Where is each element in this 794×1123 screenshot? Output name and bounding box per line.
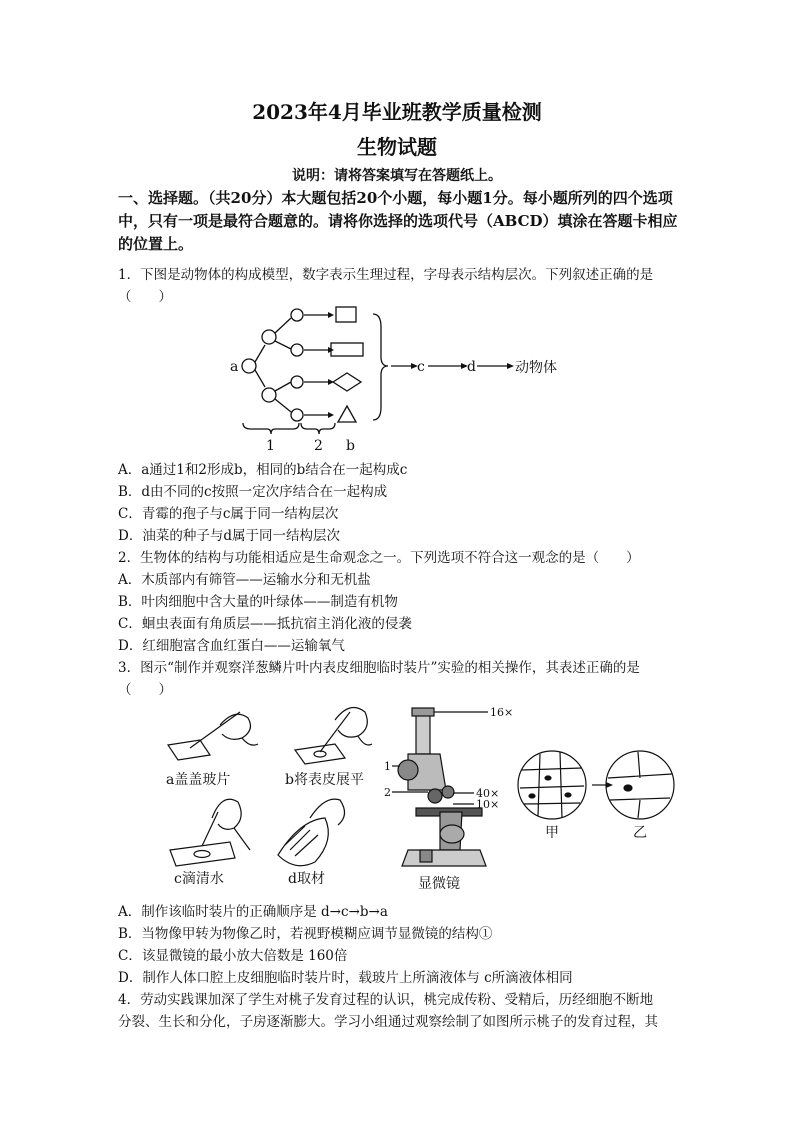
- q3-stem: 3．图示“制作并观察洋葱鳞片叶内表皮细胞临时装片”实验的相关操作，其表述正确的是: [118, 660, 640, 676]
- label-process-2: 2: [314, 438, 323, 454]
- brace-2: [301, 423, 335, 434]
- q1-stem: 1．下图是动物体的构成模型，数字表示生理过程，字母表示结构层次。下列叙述正确的是: [118, 267, 654, 283]
- step-a-cover-slip-illustration: [168, 712, 258, 760]
- animal-structure-diagram: [225, 302, 570, 457]
- label-step-b: b将表皮展平: [285, 772, 364, 788]
- label-40x: 40×: [476, 787, 500, 800]
- q2-option-b: B．叶肉细胞中含大量的叶绿体——制造有机物: [118, 594, 398, 610]
- exam-subtitle: 生物试题: [357, 135, 437, 159]
- q3-option-c: C．该显微镜的最小放大倍数是 160倍: [118, 948, 348, 964]
- brace-1: [243, 423, 299, 434]
- microscope-illustration: [392, 708, 488, 866]
- step-b-spread-epidermis-illustration: [295, 708, 372, 765]
- q3-option-a: A．制作该临时装片的正确顺序是 d→c→b→a: [118, 904, 388, 920]
- label-step-c: c滴清水: [174, 871, 224, 887]
- exam-title: 2023年4月毕业班教学质量检测: [252, 100, 542, 124]
- label-a: a: [230, 359, 239, 375]
- step-d-take-material-illustration: [278, 799, 345, 866]
- label-jia: 甲: [545, 825, 559, 841]
- right-brace: [373, 314, 388, 420]
- label-step-d: d取材: [288, 871, 325, 887]
- label-microscope: 显微镜: [418, 876, 460, 892]
- label-yi: 乙: [633, 825, 647, 841]
- triangle-shape: [338, 406, 356, 422]
- q2-stem: 2．生物体的结构与功能相适应是生命观念之一。下列选项不符合这一观念的是（ ）: [118, 550, 640, 566]
- label-16x: 16×: [490, 706, 514, 719]
- label-process-1: 1: [266, 438, 275, 454]
- q4-line-1: 4．劳动实践课加深了学生对桃子发育过程的认识，桃完成传粉、受精后，历经细胞不断地: [118, 992, 654, 1008]
- q1-paren: （ ）: [118, 289, 172, 305]
- circle-a: [242, 359, 256, 373]
- q2-option-a: A．木质部内有筛管——运输水分和无机盐: [118, 572, 371, 588]
- label-animal-body: 动物体: [515, 360, 557, 376]
- diamond-shape: [333, 373, 361, 391]
- q2-option-c: C．蛔虫表面有角质层——抵抗宿主消化液的侵袭: [118, 616, 412, 632]
- label-part-2: 2: [384, 786, 391, 799]
- q4-line-2: 分裂、生长和分化，子房逐渐膨大。学习小组通过观察绘制了如图所示桃子的发育过程，其: [118, 1014, 658, 1030]
- slide-preparation-figure: [150, 700, 680, 895]
- label-b: b: [346, 438, 355, 454]
- square-shape: [336, 307, 356, 322]
- q3-option-b: B．当物像甲转为物像乙时，若视野模糊应调节显微镜的结构①: [118, 926, 493, 942]
- label-step-a: a盖盖玻片: [166, 772, 231, 788]
- q2-option-d: D．红细胞富含血红蛋白——运输氧气: [118, 638, 345, 654]
- label-c: c: [417, 359, 425, 375]
- q1-option-c: C．青霉的孢子与c属于同一结构层次: [118, 506, 339, 522]
- label-part-1: 1: [384, 760, 391, 773]
- instruction-note: 说明：请将答案填写在答题纸上。: [292, 168, 502, 184]
- rectangle-shape: [331, 343, 363, 356]
- q3-option-d: D．制作人体口腔上皮细胞临时装片时，载玻片上所滴液体与 c所滴液体相同: [118, 970, 573, 986]
- field-of-view-yi: [606, 751, 674, 819]
- q1-option-b: B．d由不同的c按照一定次序结合在一起构成: [118, 484, 388, 500]
- step-c-drop-water-illustration: [170, 799, 250, 866]
- q3-paren: （ ）: [118, 682, 172, 698]
- section-heading: 一、选择题。（共20分）本大题包括20个小题，每小题1分。每小题所列的四个选项中，只有一项是最符合题意的。请将你选择的选项代号（ABCD）填涂在答题卡相应的位置上。: [118, 189, 678, 253]
- q1-option-d: D．油菜的种子与d属于同一结构层次: [118, 528, 340, 544]
- label-10x: 10×: [476, 798, 500, 811]
- label-d: d: [467, 359, 476, 375]
- field-of-view-jia: [518, 751, 586, 819]
- q1-option-a: A．a通过1和2形成b，相同的b结合在一起构成c: [118, 462, 408, 478]
